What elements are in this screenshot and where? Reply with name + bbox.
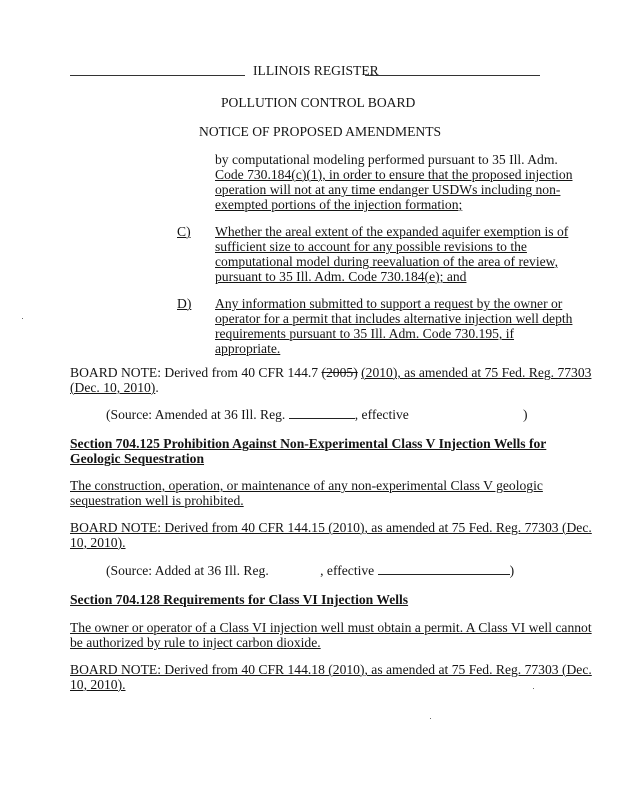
scan-speck	[430, 718, 431, 719]
board-note: BOARD NOTE: Derived from 40 CFR 144.18 (2010), as amended at 75 Fed. Reg. 77303 (Dec.	[70, 662, 592, 677]
board-note: BOARD NOTE: Derived from 40 CFR 144.15 (2010), as amended at 75 Fed. Reg. 77303 (Dec.	[70, 520, 592, 535]
source-text: (Source: Amended at 36 Ill. Reg.	[106, 407, 289, 422]
scan-speck	[22, 318, 23, 319]
notice-title: NOTICE OF PROPOSED AMENDMENTS	[199, 124, 442, 139]
source-effective: , effective	[320, 563, 378, 578]
board-note	[70, 365, 591, 380]
board-note: 10, 2010).	[70, 535, 126, 550]
source-close: )	[523, 407, 528, 422]
item-c-line: computational model during reevaluation of the area of review,	[215, 254, 558, 269]
board-note-prefix: BOARD NOTE: Derived from 40 CFR 144.7	[70, 365, 322, 380]
section-body: sequestration well is prohibited.	[70, 493, 244, 508]
item-d-line: appropriate.	[215, 341, 281, 356]
header-rule-left	[70, 75, 245, 76]
item-c-line: sufficient size to account for any possible revisions to the	[215, 239, 527, 254]
section-heading: Section 704.128 Requirements for Class VI Injection Wells	[70, 592, 409, 607]
reg-blank	[289, 407, 355, 419]
header-rule-right	[365, 75, 540, 76]
source-text: (Source: Added at 36 Ill. Reg.	[106, 563, 273, 578]
item-c-line: Whether the areal extent of the expanded aquifer exemption is of	[215, 224, 569, 239]
item-d-line: operator for a permit that includes alternative injection well depth	[215, 311, 573, 326]
continuation-line: Code 730.184(c)(1), in order to ensure that the proposed injection	[215, 167, 573, 182]
item-d-line: Any information submitted to support a request by the owner or	[215, 296, 563, 311]
item-d-line: requirements pursuant to 35 Ill. Adm. Code 730.195, if	[215, 326, 515, 341]
board-note-date: (Dec. 10, 2010)	[70, 380, 156, 395]
board-note-period: .	[155, 380, 159, 395]
board-title: POLLUTION CONTROL BOARD	[221, 95, 416, 110]
section-body: The construction, operation, or maintenance of any non-experimental Class V geologic	[70, 478, 543, 493]
inserted-text: (2010), as amended at 75 Fed. Reg. 77303	[361, 365, 592, 380]
scan-speck	[533, 688, 534, 689]
board-note: 10, 2010).	[70, 677, 126, 692]
source-amended	[106, 407, 409, 422]
continuation-line: by computational modeling performed pursuant to 35 Ill. Adm.	[215, 152, 558, 167]
source-close: )	[509, 563, 515, 578]
struck-year: (2005)	[321, 365, 358, 380]
item-d-label: D)	[177, 296, 192, 311]
item-c-label: C)	[177, 224, 191, 239]
section-body: be authorized by rule to inject carbon dioxide.	[70, 635, 321, 650]
section-body: The owner or operator of a Class VI injection well must obtain a permit. A Class VI well cannot	[70, 620, 592, 635]
section-heading: Section 704.125 Prohibition Against Non-Experimental Class V Injection Wells for	[70, 436, 547, 451]
source-effective: , effective	[354, 407, 409, 422]
continuation-line: exempted portions of the injection formation;	[215, 197, 463, 212]
source-added	[106, 563, 514, 578]
register-title: ILLINOIS REGISTER	[253, 63, 379, 78]
section-heading: Geologic Sequestration	[70, 451, 205, 466]
date-blank	[378, 563, 510, 575]
board-note-line	[70, 380, 159, 395]
continuation-line: operation will not at any time endanger USDWs including non-	[215, 182, 561, 197]
item-c-line: pursuant to 35 Ill. Adm. Code 730.184(e); and	[215, 269, 467, 284]
